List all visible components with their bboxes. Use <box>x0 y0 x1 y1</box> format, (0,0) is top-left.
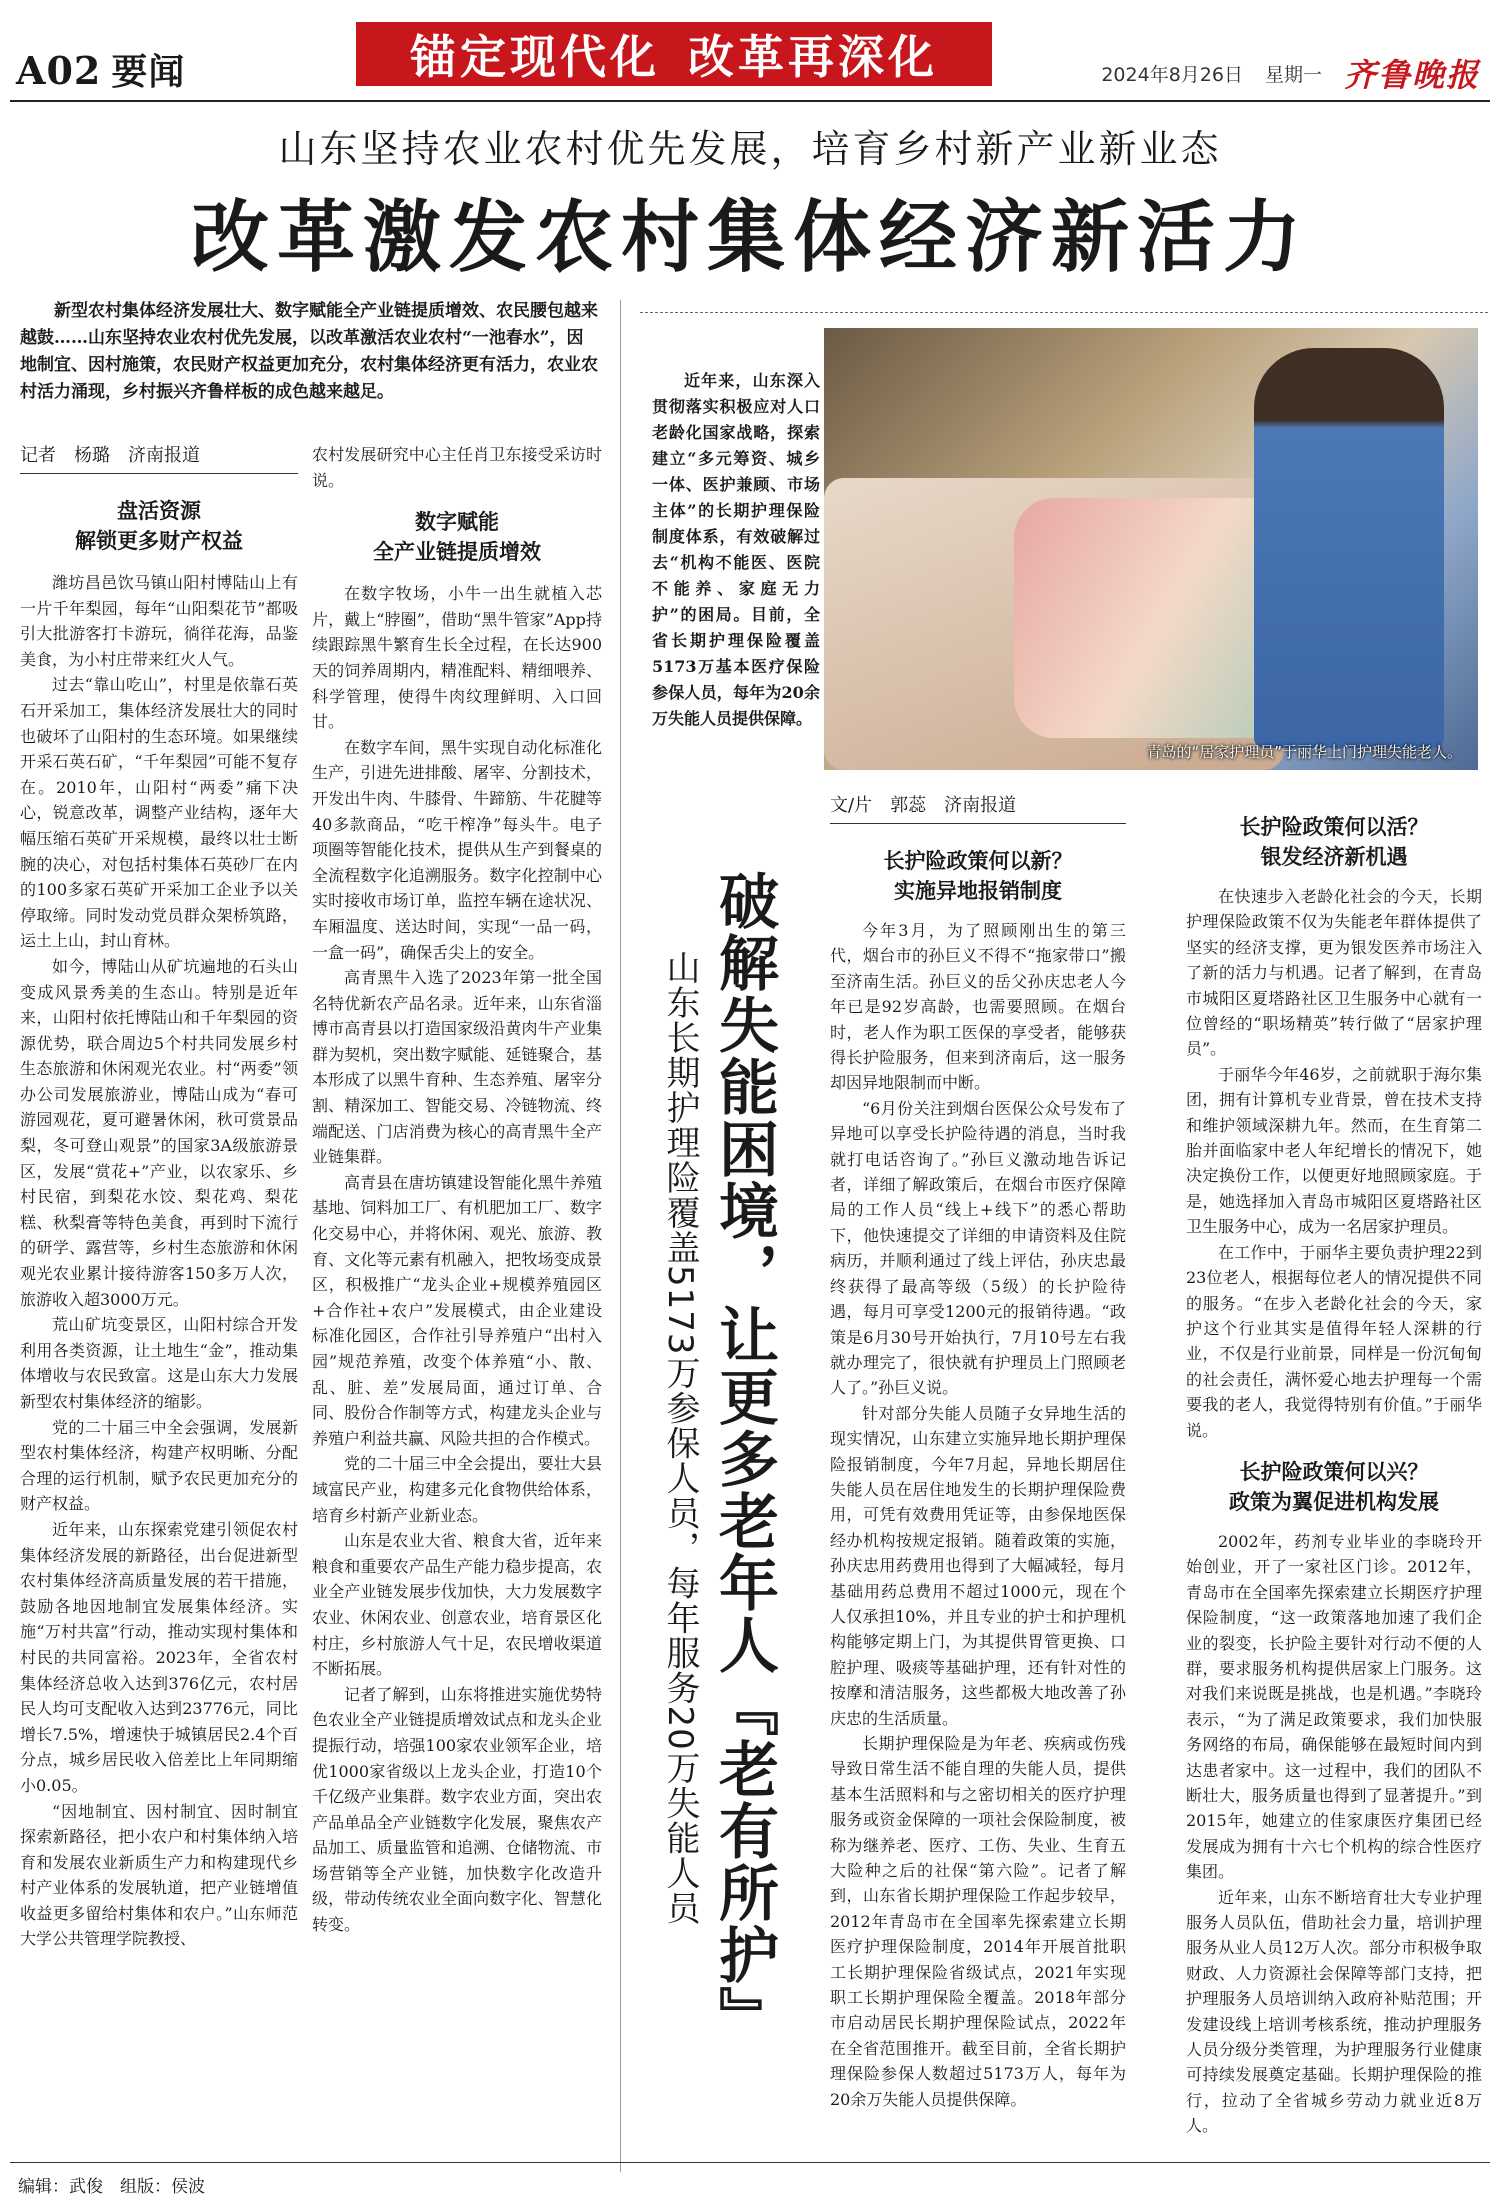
paragraph: 高青县在唐坊镇建设智能化黑牛养殖基地、饲料加工厂、有机肥加工厂、数字化交易中心，并将休闲、观光、旅游、教育、文化等元素有机融入，把牧场变成景区，积极推广“龙头企业+规模养殖园区+合作社+农户”发展模式，由企业建设标准化园区，合作社引导养殖户“出村入园”规范养殖，改变个体养殖“小、散、乱、脏、差”发展局面，通过订单、合同、股份合作制等方式，构建龙头企业与养殖户利益共赢、风险共担的合作模式。 <box>312 1172 602 1448</box>
paragraph: 潍坊昌邑饮马镇山阳村博陆山上有一片千年梨园，每年“山阳梨花节”都吸引大批游客打卡游玩，徜徉花海，品鉴美食，为小村庄带来红火人气。 <box>20 573 298 669</box>
article2-column-1 <box>830 792 1126 2112</box>
paragraph: 在工作中，于丽华主要负责护理22到23位老人，根据每位老人的情况提供不同的服务。“在步入老龄化社会的今天，家护这个行业其实是值得年轻人深耕的行业，不仅是行业前景，同样是一份沉甸甸的社会责任，满怀爱心地去护理每一个需要我的老人，我觉得特别有价值。”于丽华说。 <box>1186 1242 1482 1440</box>
subhead-line: 长护险政策何以活？ <box>1239 814 1429 839</box>
paragraph: 在数字车间，黑牛实现自动化标准化生产，引进先进排酸、屠宰、分割技术，开发出牛肉、牛膝骨、牛蹄筋、牛花腱等40多款商品，“吃干榨净”每头牛。电子项圈等智能化技术，提供从生产到餐桌的全流程数字化追溯服务。数字化控制中心实时接收市场订单，监控车辆在途状况、车厢温度、送达时间，实现“一品一码，一盒一码”，确保舌尖上的安全。 <box>312 737 602 962</box>
subhead-line: 银发经济新机遇 <box>1260 844 1408 869</box>
article2-headline: 破解失能困境，让更多老年人『老有所护』 <box>709 870 779 2048</box>
paragraph: 如今，博陆山从矿坑遍地的石头山变成风景秀美的生态山。特别是近年来，山阳村依托博陆山和千年梨园的资源优势，联合周边5个村共同发展乡村生态旅游和休闲观光农业。村“两委”领办公司发展旅游业，博陆山成为“春可游园观花，夏可避暑休闲，秋可赏景品梨，冬可登山观景”的国家3A级旅游景区，发展“赏花+”产业，以农家乐、乡村民宿，到梨花水饺、梨花鸡、梨花糕、秋梨膏等特色美食，再到时下流行的研学、露营等，乡村生态旅游和休闲观光农业累计接待游客150多万人次，旅游收入超3000万元。 <box>20 956 298 1309</box>
article2-column-2 <box>1186 812 1482 2139</box>
sidebar-text: 近年来，山东深入贯彻落实积极应对人口老龄化国家战略，探索建立“多元筹资、城乡一体、医护兼顾、市场主体”的长期护理保险制度体系，有效破解过去“机构不能医、医院不能养、家庭无力护”的困局。目前，全省长期护理保险覆盖5173万基本医疗保险参保人员，每年为20余万失能人员提供保障。 <box>652 371 820 728</box>
paragraph: 过去“靠山吃山”，村里是依靠石英石开采加工，集体经济发展壮大的同时也破坏了山阳村的生态环境。如果继续开采石英石矿，“千年梨园”可能不复存在。2010年，山阳村“两委”痛下决心，锐意改革，调整产业结构，逐年大幅压缩石英矿开采规模，最终以壮士断腕的决心，对包括村集体石英砂厂在内的100多家石英矿开采加工企业予以关停取缔。同时发动党员群众架桥筑路，运土上山，封山育林。 <box>20 675 298 951</box>
paragraph: 近年来，山东不断培育壮大专业护理服务人员队伍，借助社会力量，培训护理服务从业人员12万人次。部分市积极争取财政、人力资源社会保障等部门支持，把护理服务人员培训纳入政府补贴范围；开发建设线上培训考核系统，推动护理服务人员分级分类管理，为护理服务行业健康可持续发展奠定基础。长期护理保险的推行，拉动了全省城乡劳动力就业近8万人。 <box>1186 1887 1482 2136</box>
paragraph: “6月份关注到烟台医保公众号发布了异地可以享受长护险待遇的消息，当时我就打电话咨询了。”孙巨义激动地告诉记者，详细了解政策后，在烟台市医疗保障局的工作人员“线上+线下”的悉心帮助下，他快速提交了详细的申请资料及住院病历，并顺利通过了线上评估，孙庆忠最终获得了最高等级（5级）的长护险待遇，每月可享受1200元的报销待遇。“政策是6月30号开始执行，7月10号左右我就办理完了，很快就有护理员上门照顾老人了。”孙巨义说。 <box>830 1098 1126 1398</box>
subhead-line: 数字赋能 <box>415 509 499 535</box>
subhead-line: 实施异地报销制度 <box>894 878 1062 903</box>
article2-subheadline: 山东长期护理险覆盖5173万参保人员，每年服务20万失能人员 <box>660 950 700 1926</box>
banner-left-text: 锚定现代化 <box>410 30 660 84</box>
article1-subtitle: 山东坚持农业农村优先发展，培育乡村新产业新业态 <box>278 127 1222 171</box>
paragraph: 山东是农业大省、粮食大省，近年来粮食和重要农产品生产能力稳步提高，农业全产业链发展步伐加快，大力发展数字农业、休闲农业、创意农业，培育景区化村庄，乡村旅游人气十足，农民增收渠道不断拓展。 <box>312 1531 602 1679</box>
issue-weekday: 星期一 <box>1264 63 1322 86</box>
paragraph: 2002年，药剂专业毕业的李晓玲开始创业，开了一家社区门诊。2012年，青岛市在全国率先探索建立长期医疗护理保险制度，“这一政策落地加速了我们企业的裂变，长护险主要针对行动不便的人群，要求服务机构提供居家上门服务。这对我们来说既是挑战，也是机遇。”李晓玲表示，“为了满足政策要求，我们加快服务网络的布局，确保能够在最短时间内到达患者家中。这一过程中，我们的团队不断壮大，服务质量也得到了显著提升。”到2015年，她建立的佳家康医疗集团已经发展成为拥有十六七个机构的综合性医疗集团。 <box>1186 1531 1482 1882</box>
section-name: 要闻 <box>111 51 186 93</box>
paragraph: 党的二十届三中全会提出，要壮大县域富民产业，构建多元化食物供给体系，培育乡村新产业新业态。 <box>312 1454 602 1525</box>
subhead-line: 长护险政策何以新？ <box>883 848 1073 873</box>
theme-banner <box>356 22 992 86</box>
subhead-line: 长护险政策何以兴？ <box>1239 1458 1429 1484</box>
paragraph: 针对部分失能人员随子女异地生活的现实情况，山东建立实施异地长期护理保险报销制度，今年7月起，异地长期居住失能人员在居住地发生的长期护理保险费用，可凭有效费用凭证等，由参保地医保经办机构按规定报销。随着政策的实施，孙庆忠用药费用也得到了大幅减轻，每月基础用药总费用不超过1000元，现在个人仅承担10%，并且专业的护士和护理机构能够定期上门，为其提供胃管更换、口腔护理、吸痰等基础护理，还有针对性的按摩和清洁服务，这些都极大地改善了孙庆忠的生活质量。 <box>830 1403 1126 1728</box>
article1-subhead-2 <box>312 507 602 567</box>
masthead-info <box>1101 50 1480 96</box>
article1-subhead-1 <box>20 496 298 556</box>
article1-col1-body <box>20 570 298 1952</box>
paragraph: 于丽华今年46岁，之前就职于海尔集团，拥有计算机专业背景，曾在技术支持和维护领域深耕九年。然而，在生育第二胎并面临家中老人年纪增长的情况下，她决定换份工作，以便更好地照顾家庭。于是，她选择加入青岛市城阳区夏塔路社区卫生服务中心，成为一名居家护理员。 <box>1186 1064 1482 1237</box>
article1-col2-continuation: 农村发展研究中心主任肖卫东接受采访时说。 <box>312 445 602 490</box>
article2-col1-body <box>830 918 1126 2112</box>
page-number: A02 <box>16 48 102 93</box>
subhead-line: 盘活资源 <box>117 498 201 523</box>
paragraph: 长期护理保险是为年老、疾病或伤残导致日常生活不能自理的失能人员，提供基本生活照料和与之密切相关的医疗护理服务或资金保障的一项社会保险制度，被称为继养老、医疗、工伤、失业、生育五大险种之后的社保“第六险”。记者了解到，山东省长期护理保险工作起步较早，2012年青岛市在全国率先探索建立长期医疗护理保险制度，2014年开展首批职工长期护理保险省级试点，2021年实现职工长期护理保险全覆盖。2018年部分市启动居民长期护理保险试点，2022年在全省范围推开。截至目前，全省长期护理保险参保人数超过5173万人，每年为20余万失能人员提供保障。 <box>830 1734 1126 2109</box>
article2-photo <box>824 328 1478 770</box>
article2-top-dashed-rule <box>640 312 1488 313</box>
article2-byline: 文/片 郭蕊 济南报道 <box>830 792 1126 824</box>
paragraph: “因地制宜、因村制宜、因时制宜探索新路径，把小农户和村集体纳入培育和发展农业新质生产力和构建现代乡村产业体系的发展轨道，把产业链增值收益更多留给村集体和农户。”山东师范大学公共管理学院教授、 <box>20 1801 298 1949</box>
photo-caption: 青岛的“居家护理员”于丽华上门护理失能老人。 <box>1146 743 1462 761</box>
paragraph: 今年3月，为了照顾刚出生的第三代，烟台市的孙巨义不得不“拖家带口”搬至济南生活。孙巨义的岳父孙庆忠老人今年已是92岁高龄，也需要照顾。在烟台时，老人作为职工医保的享受者，能够获得长护险服务，但来到济南后，这一服务却因异地限制而中断。 <box>830 921 1126 1093</box>
footer-divider <box>10 2162 1490 2163</box>
page-number-section <box>16 44 185 95</box>
article2-subhead-1 <box>830 846 1126 906</box>
subhead-line: 政策为翼促进机构发展 <box>1229 1488 1439 1514</box>
newspaper-logo: 齐鲁晚报 <box>1343 56 1480 94</box>
article2-col2-body-b <box>1186 1529 1482 2139</box>
paragraph: 近年来，山东探索党建引领促农村集体经济发展的新路径，出台促进新型农村集体经济高质量发展的若干措施，鼓励各地因地制宜发展集体经济。实施“万村共富”行动，推动实现村集体和村民的共同富裕。2023年，全省农村集体经济总收入达到376亿元，农村居民人均可支配收入达到23776元，同比增长7.5%，增速快于城镇居民2.4个百分点，城乡居民收入倍差比上年同期缩小0.05。 <box>20 1519 298 1795</box>
article2-col2-body-a <box>1186 884 1482 1443</box>
article2-sidebar-summary <box>652 368 820 732</box>
issue-date: 2024年8月26日 <box>1101 63 1243 86</box>
article1-lead: 新型农村集体经济发展壮大、数字赋能全产业链提质增效、农民腰包越来越鼓……山东坚持农业农村优先发展，以改革激活农业农村“一池春水”，因地制宜、因村施策，农民财产权益更加充分，农村集体经济更有活力，农业农村活力涌现，乡村振兴齐鲁样板的成色越来越足。 <box>20 301 598 402</box>
paragraph: 在数字牧场，小牛一出生就植入芯片，戴上“脖圈”，借助“黑牛管家”App持续跟踪黑牛繁育生长全过程，在长达900天的饲养周期内，精准配料、精细喂养、科学管理，使得牛肉纹理鲜明、入口回甘。 <box>312 584 602 732</box>
article1-byline: 记者 杨璐 济南报道 <box>20 442 298 474</box>
article2-subhead-2 <box>1186 812 1482 872</box>
footer-credits: 编辑：武俊 组版：侯波 <box>18 2177 205 2197</box>
paragraph: 记者了解到，山东将推进实施优势特色农业全产业链提质增效试点和龙头企业提振行动，培强100家农业领军企业，培优1000家省级以上龙头企业，打造10个千亿级产业集群。数字农业方面，突出农产品单品全产业链数字化发展，聚焦农产品加工、质量监管和追溯、仓储物流、市场营销等全产业链，加快数字化改造升级，带动传统农业全面向数字化、智慧化转变。 <box>312 1684 602 1935</box>
subhead-line: 解锁更多财产权益 <box>75 528 243 553</box>
paragraph: 在快速步入老龄化社会的今天，长期护理保险政策不仅为失能老年群体提供了坚实的经济支撑，更为银发医养市场注入了新的活力与机遇。记者了解到，在青岛市城阳区夏塔路社区卫生服务中心就有一位曾经的“职场精英”转行做了“居家护理员”。 <box>1186 887 1482 1059</box>
article1-col2-body <box>312 581 602 1937</box>
banner-right-text: 改革再深化 <box>688 30 938 84</box>
paragraph: 高青黑牛入选了2023年第一批全国名特优新农产品名录。近年来，山东省淄博市高青县以打造国家级沿黄肉牛产业集群为契机，突出数字赋能、延链聚合，基本形成了以黑牛育种、生态养殖、屠宰分割、精深加工、智能交易、冷链物流、终端配送、门店消费为核心的高青黑牛全产业链集群。 <box>312 968 602 1167</box>
paragraph: 党的二十届三中全会强调，发展新型农村集体经济，构建产权明晰、分配合理的运行机制，赋予农民更加充分的财产权益。 <box>20 1417 298 1514</box>
article1-headline: 改革激发农村集体经济新活力 <box>190 192 1309 283</box>
article1-column-2 <box>312 442 602 1938</box>
header-divider <box>10 100 1490 102</box>
photo-caregiver <box>1254 348 1444 748</box>
subhead-line: 全产业链提质增效 <box>373 539 541 565</box>
paragraph: 荒山矿坑变景区，山阳村综合开发利用各类资源，让土地生“金”，推动集体增收与农民致富。这是山东大力发展新型农村集体经济的缩影。 <box>20 1315 298 1411</box>
article1-column-1 <box>20 442 298 1952</box>
article2-subhead-3 <box>1186 1457 1482 1517</box>
